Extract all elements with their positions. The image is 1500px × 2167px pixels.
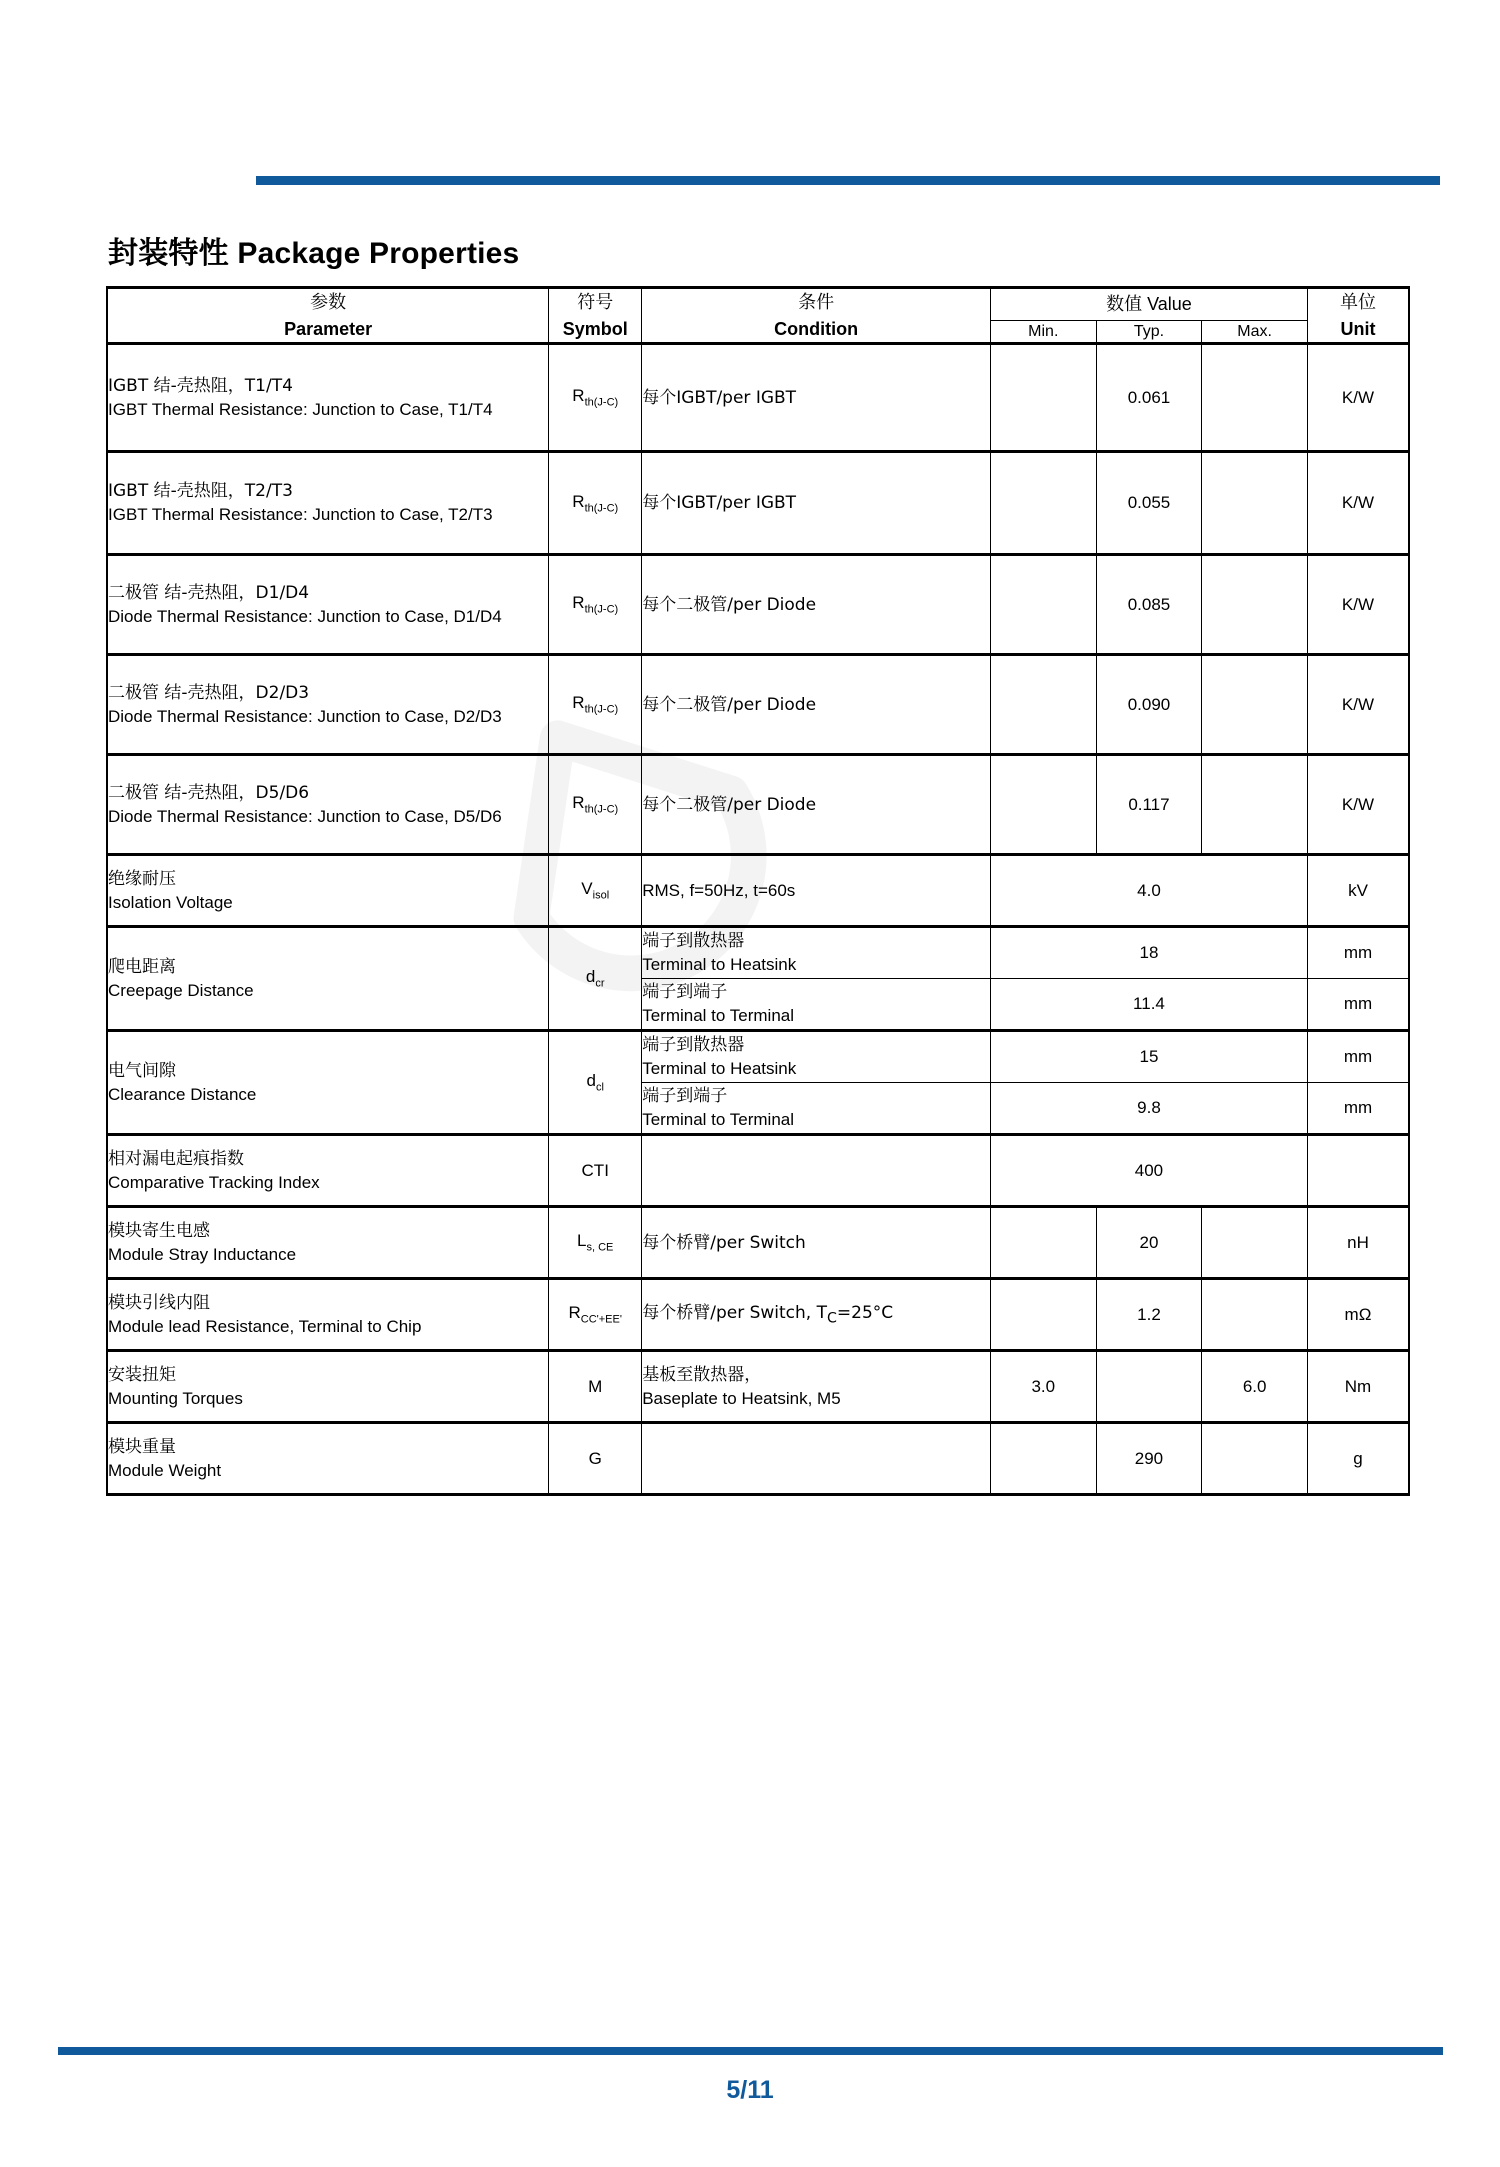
page-title-cn: 封装特性 <box>108 236 229 271</box>
cell-condition: 每个二极管/per Diode <box>642 555 991 655</box>
cell-max: 6.0 <box>1202 1351 1308 1423</box>
col-header-symbol <box>549 288 642 344</box>
col-header-value-cn: 数值 <box>1106 294 1143 316</box>
condition-en: Terminal to Terminal <box>642 1110 795 1130</box>
table-row <box>107 1351 1409 1423</box>
parameter-cn: 电气间隙 <box>108 1060 176 1081</box>
cell-condition <box>642 1083 991 1135</box>
symbol-base: R <box>572 386 585 406</box>
symbol-subscript: isol <box>592 889 610 902</box>
cell-max <box>1202 344 1308 452</box>
cell-min <box>990 655 1096 755</box>
cell-unit: nH <box>1307 1207 1409 1279</box>
package-properties-table <box>106 286 1410 1496</box>
table-row <box>107 555 1409 655</box>
cell-value-merged: 4.0 <box>990 855 1307 927</box>
cell-condition: 每个桥臂/per Switch <box>642 1207 991 1279</box>
cell-unit: K/W <box>1307 655 1409 755</box>
symbol-base: d <box>586 1071 596 1091</box>
col-header-value-en: Value <box>1147 294 1192 315</box>
cell-unit: K/W <box>1307 555 1409 655</box>
parameter-cn: 模块寄生电感 <box>108 1220 210 1241</box>
parameter-cn: 安装扭矩 <box>108 1364 176 1385</box>
table-row <box>107 1207 1409 1279</box>
symbol-subscript: th(J-C) <box>584 803 619 816</box>
cell-condition: 每个二极管/per Diode <box>642 655 991 755</box>
cell-min <box>990 755 1096 855</box>
footer-accent-rule <box>58 2047 1443 2055</box>
cell-condition <box>642 1279 991 1351</box>
cell-symbol <box>549 855 642 927</box>
symbol-base: R <box>572 491 585 511</box>
table-header-row-1 <box>107 288 1409 321</box>
parameter-cn: IGBT 结-壳热阻，T1/T4 <box>108 375 293 396</box>
cell-min <box>990 555 1096 655</box>
parameter-en: Module Stray Inductance <box>108 1244 297 1264</box>
cell-typ: 0.117 <box>1096 755 1202 855</box>
symbol-base: R <box>568 1303 581 1323</box>
cell-max <box>1202 452 1308 555</box>
cell-typ: 0.085 <box>1096 555 1202 655</box>
condition-en: Terminal to Terminal <box>642 1006 795 1026</box>
symbol-base: L <box>577 1231 587 1251</box>
cell-parameter <box>107 452 549 555</box>
cell-value-merged: 9.8 <box>990 1083 1307 1135</box>
cell-value-merged: 18 <box>990 927 1307 979</box>
col-header-parameter-cn: 参数 <box>310 292 347 313</box>
parameter-cn: 模块重量 <box>108 1436 176 1457</box>
parameter-en: Comparative Tracking Index <box>108 1172 320 1192</box>
cell-parameter <box>107 655 549 755</box>
symbol-base: V <box>581 879 593 899</box>
symbol-subscript: CC'+EE' <box>580 1313 622 1326</box>
cell-condition <box>642 1351 991 1423</box>
page-number: 5/11 <box>726 2076 774 2104</box>
table-row <box>107 655 1409 755</box>
condition-en: Terminal to Heatsink <box>642 955 797 975</box>
cell-symbol <box>549 452 642 555</box>
table-row <box>107 1279 1409 1351</box>
cell-condition: 每个二极管/per Diode <box>642 755 991 855</box>
parameter-en: Creepage Distance <box>108 980 254 1000</box>
parameter-cn: 相对漏电起痕指数 <box>108 1148 244 1169</box>
cell-condition: 每个IGBT/per IGBT <box>642 452 991 555</box>
cell-unit: K/W <box>1307 452 1409 555</box>
condition-cn: 端子到端子 <box>642 982 728 1003</box>
symbol-subscript: th(J-C) <box>584 396 619 409</box>
cell-unit: K/W <box>1307 344 1409 452</box>
cell-typ: 20 <box>1096 1207 1202 1279</box>
parameter-cn: 二极管 结-壳热阻，D5/D6 <box>108 782 310 803</box>
symbol-base: d <box>585 967 596 987</box>
col-header-parameter <box>107 288 549 344</box>
cell-value-merged: 15 <box>990 1031 1307 1083</box>
cell-symbol <box>549 755 642 855</box>
cell-symbol <box>549 344 642 452</box>
cell-max <box>1202 655 1308 755</box>
symbol-base: CTI <box>581 1160 609 1180</box>
cell-typ: 0.055 <box>1096 452 1202 555</box>
cell-min <box>990 344 1096 452</box>
table-row <box>107 1031 1409 1083</box>
symbol-subscript: th(J-C) <box>584 603 619 616</box>
cell-symbol <box>549 1207 642 1279</box>
cell-condition <box>642 927 991 979</box>
parameter-en: IGBT Thermal Resistance: Junction to Case, T1/T4 <box>108 399 493 419</box>
cell-condition <box>642 1135 991 1207</box>
cell-parameter <box>107 555 549 655</box>
cell-unit: mm <box>1307 1083 1409 1135</box>
cell-unit: mΩ <box>1307 1279 1409 1351</box>
symbol-base: R <box>572 593 585 613</box>
cell-max <box>1202 755 1308 855</box>
parameter-en: Diode Thermal Resistance: Junction to Case, D5/D6 <box>108 806 502 826</box>
cell-max <box>1202 555 1308 655</box>
col-header-unit-cn: 单位 <box>1339 292 1376 313</box>
cell-unit: mm <box>1307 1031 1409 1083</box>
cell-parameter <box>107 755 549 855</box>
col-header-typ: Typ. <box>1096 321 1202 344</box>
symbol-base: G <box>588 1448 602 1468</box>
parameter-en: Module Weight <box>108 1460 222 1480</box>
col-header-unit <box>1307 288 1409 344</box>
cell-typ: 290 <box>1096 1423 1202 1495</box>
parameter-en: Module lead Resistance, Terminal to Chip <box>108 1316 422 1336</box>
table-row <box>107 452 1409 555</box>
cell-symbol <box>549 1423 642 1495</box>
cell-parameter <box>107 1135 549 1207</box>
parameter-en: Mounting Torques <box>108 1388 243 1408</box>
col-header-condition <box>642 288 991 344</box>
cell-condition <box>642 1031 991 1083</box>
symbol-base: R <box>572 693 585 713</box>
cell-min <box>990 1423 1096 1495</box>
parameter-cn: 二极管 结-壳热阻，D2/D3 <box>108 682 310 703</box>
parameter-en: Clearance Distance <box>108 1084 257 1104</box>
condition-en: Baseplate to Heatsink, M5 <box>642 1388 841 1408</box>
parameter-en: Isolation Voltage <box>108 892 233 912</box>
cell-condition: 每个IGBT/per IGBT <box>642 344 991 452</box>
cell-max <box>1202 1279 1308 1351</box>
table-row <box>107 855 1409 927</box>
cell-min <box>990 1279 1096 1351</box>
cell-min: 3.0 <box>990 1351 1096 1423</box>
page-title <box>108 228 519 272</box>
cell-parameter <box>107 927 549 1031</box>
cell-max <box>1202 1423 1308 1495</box>
cell-unit: K/W <box>1307 755 1409 855</box>
cell-max <box>1202 1207 1308 1279</box>
cell-typ <box>1096 1351 1202 1423</box>
cell-symbol <box>549 655 642 755</box>
symbol-subscript: s, CE <box>586 1241 614 1254</box>
col-header-min: Min. <box>990 321 1096 344</box>
cell-symbol <box>549 1135 642 1207</box>
cell-parameter <box>107 1351 549 1423</box>
col-header-max: Max. <box>1202 321 1308 344</box>
parameter-cn: 爬电距离 <box>108 956 176 977</box>
cell-parameter <box>107 1031 549 1135</box>
cell-unit: Nm <box>1307 1351 1409 1423</box>
condition-cn: 基板至散热器， <box>642 1364 762 1385</box>
cell-value-merged: 400 <box>990 1135 1307 1207</box>
symbol-subscript: cl <box>595 1081 604 1094</box>
cell-value-merged: 11.4 <box>990 979 1307 1031</box>
cell-unit: g <box>1307 1423 1409 1495</box>
header-accent-rule <box>256 176 1440 185</box>
cell-symbol <box>549 1279 642 1351</box>
cell-parameter <box>107 1279 549 1351</box>
cell-symbol <box>549 1031 642 1135</box>
parameter-en: IGBT Thermal Resistance: Junction to Case, T2/T3 <box>108 505 493 525</box>
condition-prefix: 每个桥臂/per Switch, T <box>642 1302 827 1323</box>
cell-parameter <box>107 855 549 927</box>
cell-unit: kV <box>1307 855 1409 927</box>
parameter-cn: 模块引线内阻 <box>108 1292 210 1313</box>
table-row <box>107 927 1409 979</box>
symbol-base: R <box>572 793 585 813</box>
condition-cn: 端子到散热器 <box>642 931 745 952</box>
parameter-cn: IGBT 结-壳热阻，T2/T3 <box>108 481 293 502</box>
symbol-subscript: cr <box>595 977 605 990</box>
parameter-cn: 二极管 结-壳热阻，D1/D4 <box>108 582 310 603</box>
table-row <box>107 755 1409 855</box>
cell-condition: RMS, f=50Hz, t=60s <box>642 855 991 927</box>
condition-subscript: C <box>827 1310 837 1327</box>
parameter-en: Diode Thermal Resistance: Junction to Case, D1/D4 <box>108 606 502 626</box>
page-title-en: Package Properties <box>237 237 520 270</box>
col-header-unit-en: Unit <box>1340 319 1376 340</box>
parameter-en: Diode Thermal Resistance: Junction to Case, D2/D3 <box>108 706 502 726</box>
cell-parameter <box>107 344 549 452</box>
condition-suffix: =25°C <box>836 1302 894 1323</box>
cell-unit: mm <box>1307 979 1409 1031</box>
condition-cn: 端子到散热器 <box>642 1035 745 1056</box>
cell-min <box>990 452 1096 555</box>
col-header-condition-en: Condition <box>774 319 859 340</box>
table-row <box>107 1135 1409 1207</box>
cell-symbol <box>549 555 642 655</box>
col-header-symbol-cn: 符号 <box>577 292 614 313</box>
cell-symbol <box>549 1351 642 1423</box>
cell-typ: 0.090 <box>1096 655 1202 755</box>
cell-condition <box>642 1423 991 1495</box>
col-header-value <box>990 288 1307 321</box>
cell-parameter <box>107 1207 549 1279</box>
cell-unit: mm <box>1307 927 1409 979</box>
table-row <box>107 344 1409 452</box>
cell-parameter <box>107 1423 549 1495</box>
cell-condition <box>642 979 991 1031</box>
cell-symbol <box>549 927 642 1031</box>
col-header-parameter-en: Parameter <box>284 319 373 340</box>
cell-typ: 0.061 <box>1096 344 1202 452</box>
cell-typ: 1.2 <box>1096 1279 1202 1351</box>
package-properties-table-wrapper <box>106 286 1410 1496</box>
symbol-subscript: th(J-C) <box>584 703 619 716</box>
col-header-condition-cn: 条件 <box>798 292 835 313</box>
parameter-cn: 绝缘耐压 <box>108 868 176 889</box>
condition-cn: 端子到端子 <box>642 1086 728 1107</box>
symbol-subscript: th(J-C) <box>584 502 619 515</box>
cell-unit <box>1307 1135 1409 1207</box>
col-header-symbol-en: Symbol <box>562 319 628 340</box>
condition-en: Terminal to Heatsink <box>642 1059 797 1079</box>
table-row <box>107 1423 1409 1495</box>
symbol-base: M <box>588 1376 603 1396</box>
cell-min <box>990 1207 1096 1279</box>
